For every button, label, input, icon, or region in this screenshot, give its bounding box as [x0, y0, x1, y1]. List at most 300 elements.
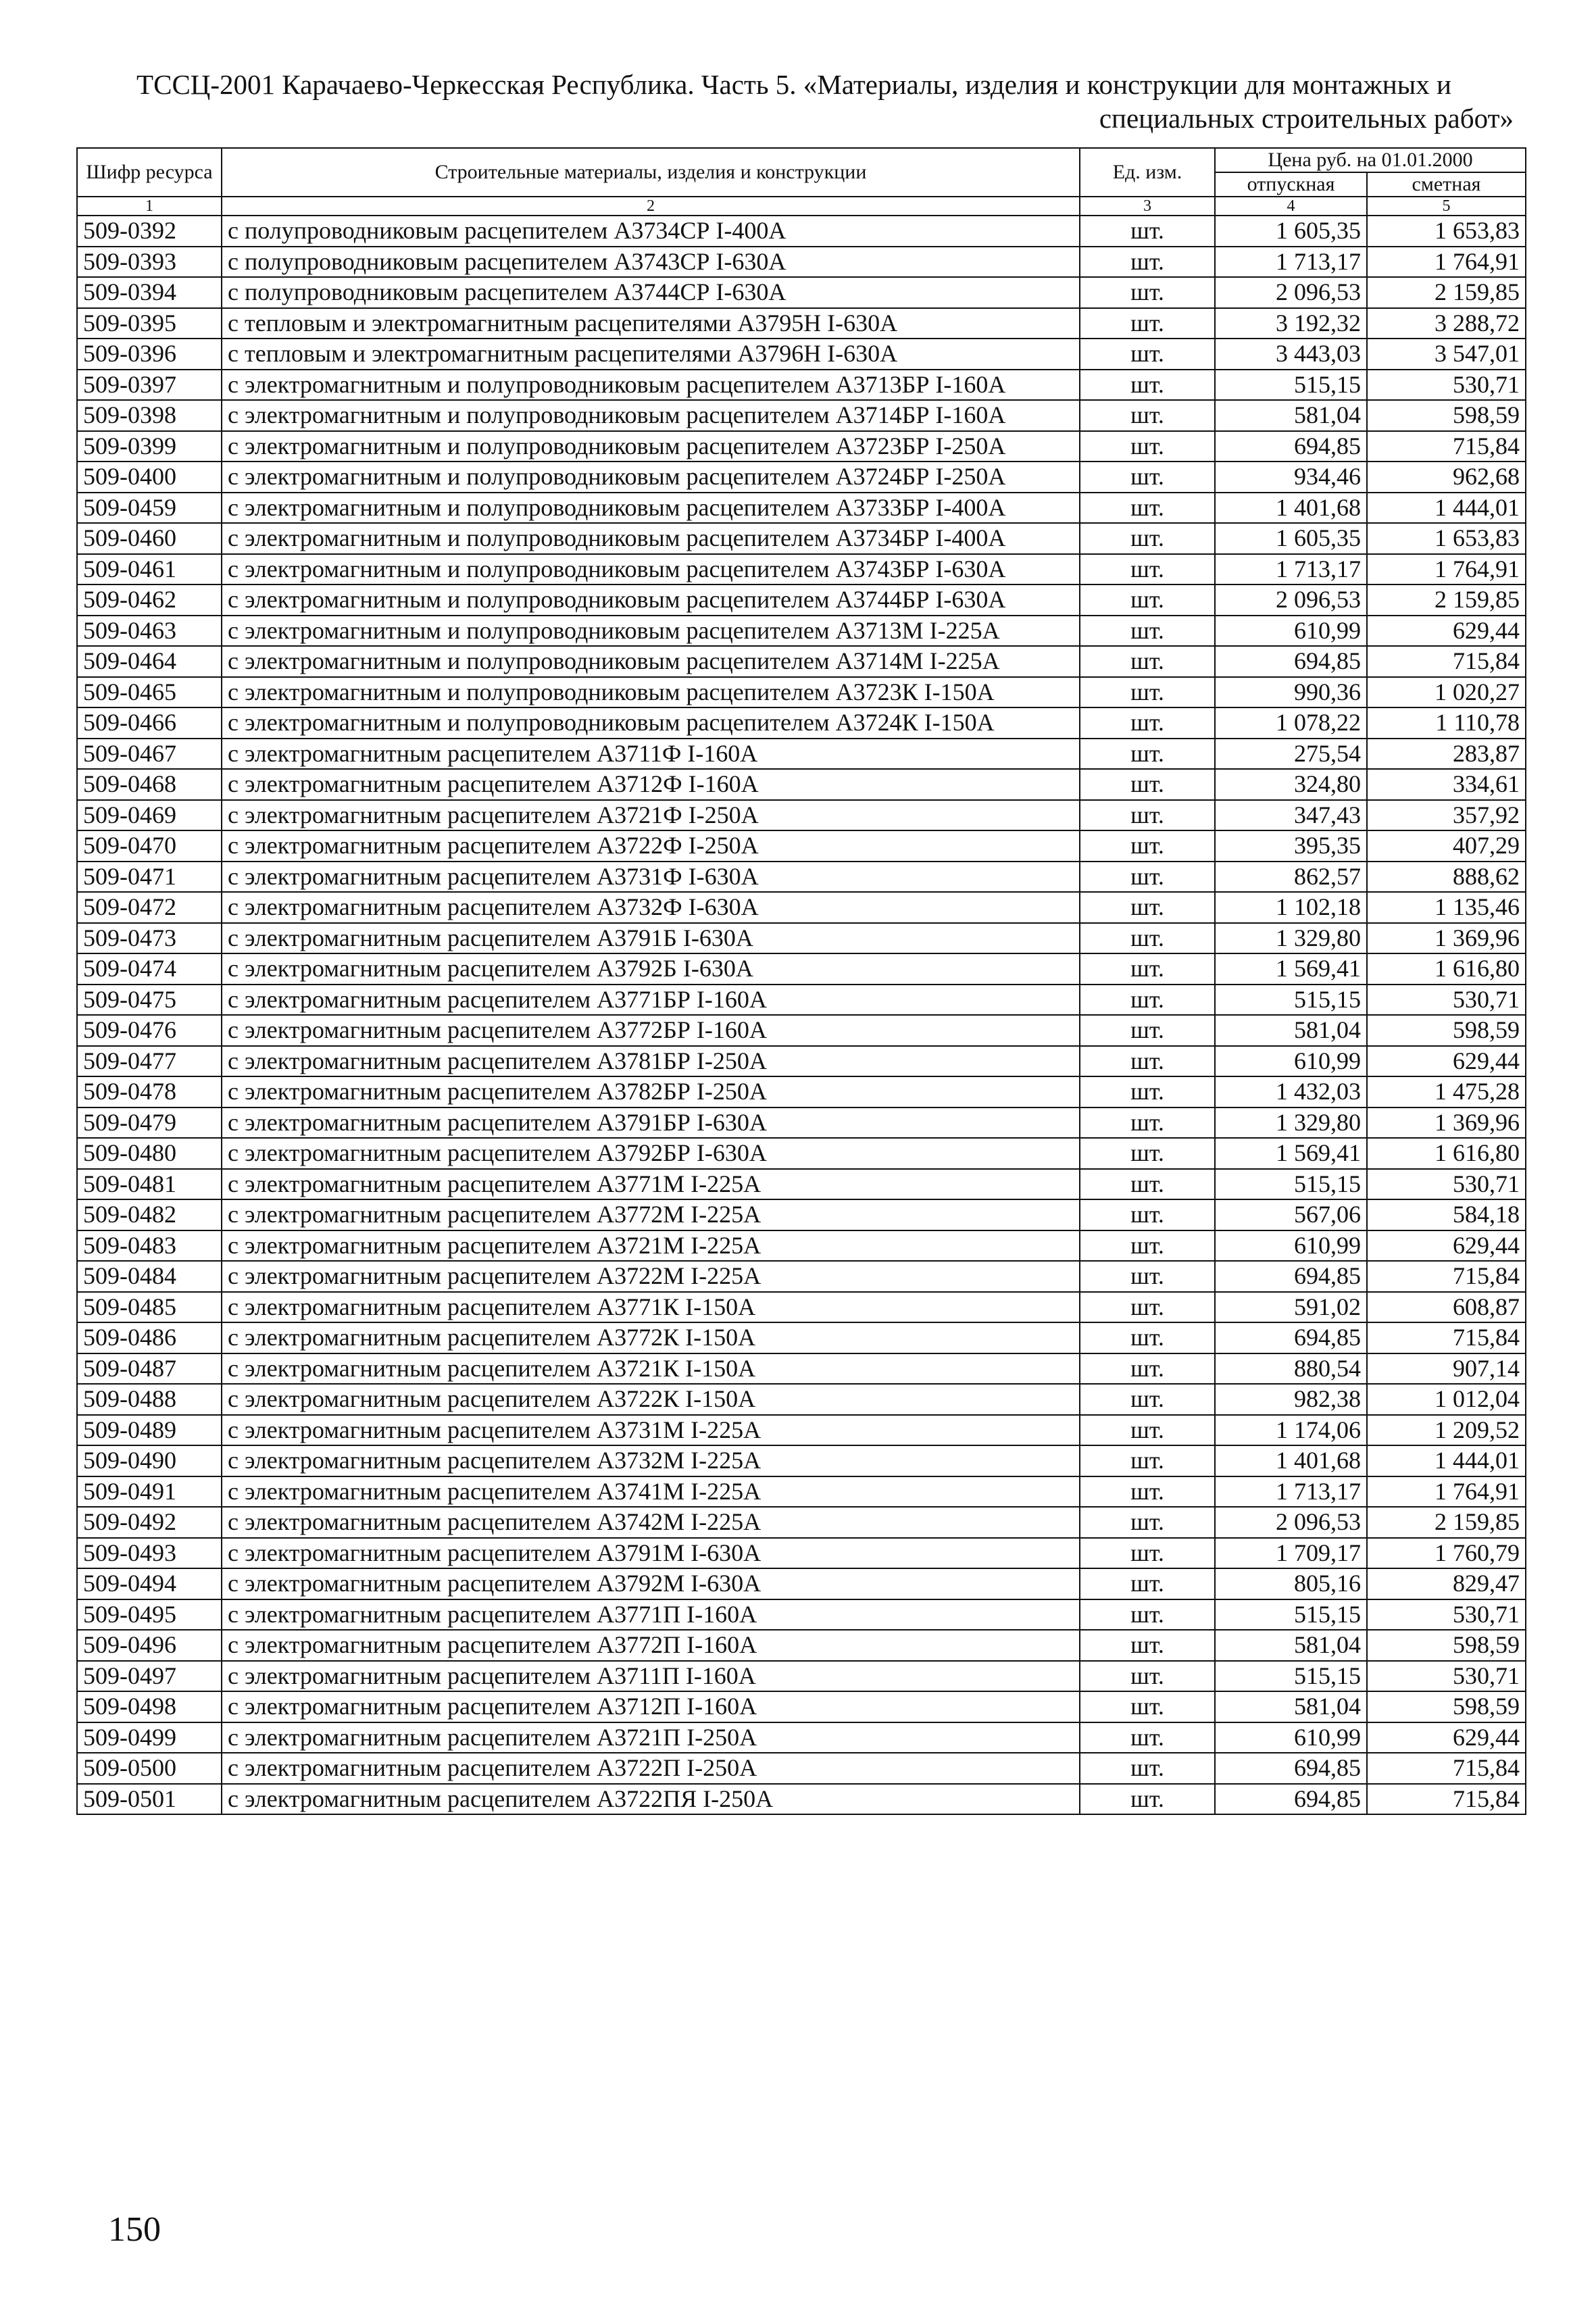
material-name-cell: с электромагнитным и полупроводниковым расцепителем А3724К I-150А — [222, 707, 1080, 739]
material-name-cell: с электромагнитным расцепителем А3771К I-150А — [222, 1292, 1080, 1323]
table-row — [77, 862, 1526, 893]
unit-cell: шт. — [1080, 1138, 1215, 1169]
estimate-price-cell: 1 369,96 — [1367, 1107, 1526, 1139]
material-name-cell: с электромагнитным расцепителем А3721П I-250А — [222, 1722, 1080, 1753]
unit-cell: шт. — [1080, 800, 1215, 831]
release-price-cell: 581,04 — [1215, 1015, 1367, 1046]
material-name-cell: с электромагнитным расцепителем А3732Ф I-630А — [222, 892, 1080, 923]
table-row — [77, 554, 1526, 585]
resource-code-cell: 509-0477 — [77, 1046, 222, 1077]
estimate-price-cell: 629,44 — [1367, 1722, 1526, 1753]
unit-cell: шт. — [1080, 1169, 1215, 1200]
material-name-cell: с электромагнитным расцепителем А3791М I-630А — [222, 1538, 1080, 1569]
resource-code-cell: 509-0464 — [77, 646, 222, 677]
table-row — [77, 431, 1526, 462]
table-row — [77, 216, 1526, 247]
material-name-cell: с электромагнитным и полупроводниковым расцепителем А3713М I-225А — [222, 616, 1080, 647]
release-price-cell: 1 713,17 — [1215, 1476, 1367, 1508]
release-price-cell: 1 605,35 — [1215, 523, 1367, 554]
estimate-price-cell: 407,29 — [1367, 830, 1526, 862]
release-price-cell: 694,85 — [1215, 1784, 1367, 1815]
estimate-price-cell: 1 616,80 — [1367, 953, 1526, 985]
unit-cell: шт. — [1080, 923, 1215, 954]
release-price-cell: 1 329,80 — [1215, 1107, 1367, 1139]
table-row — [77, 923, 1526, 954]
release-price-cell: 2 096,53 — [1215, 277, 1367, 308]
material-name-cell: с электромагнитным расцепителем А3772П I-160А — [222, 1630, 1080, 1661]
unit-cell: шт. — [1080, 1538, 1215, 1569]
material-name-cell: с электромагнитным расцепителем А3731Ф I-630А — [222, 862, 1080, 893]
resource-code-cell: 509-0393 — [77, 247, 222, 278]
resource-code-cell: 509-0392 — [77, 216, 222, 247]
unit-cell: шт. — [1080, 1015, 1215, 1046]
table-row — [77, 1015, 1526, 1046]
estimate-price-cell: 1 369,96 — [1367, 923, 1526, 954]
unit-cell: шт. — [1080, 646, 1215, 677]
resource-code-cell: 509-0484 — [77, 1261, 222, 1292]
unit-cell: шт. — [1080, 1599, 1215, 1631]
estimate-price-cell: 1 209,52 — [1367, 1415, 1526, 1446]
release-price-cell: 275,54 — [1215, 739, 1367, 770]
estimate-price-cell: 1 616,80 — [1367, 1138, 1526, 1169]
resource-code-cell: 509-0397 — [77, 370, 222, 401]
resource-code-cell: 509-0489 — [77, 1415, 222, 1446]
unit-cell: шт. — [1080, 584, 1215, 616]
unit-cell: шт. — [1080, 1230, 1215, 1262]
unit-cell: шт. — [1080, 739, 1215, 770]
resource-code-cell: 509-0462 — [77, 584, 222, 616]
table-row — [77, 830, 1526, 862]
resource-code-cell: 509-0474 — [77, 953, 222, 985]
material-name-cell: с электромагнитным расцепителем А3722Ф I-250А — [222, 830, 1080, 862]
unit-cell: шт. — [1080, 1384, 1215, 1415]
resource-code-cell: 509-0399 — [77, 431, 222, 462]
estimate-price-cell: 283,87 — [1367, 739, 1526, 770]
material-name-cell: с электромагнитным и полупроводниковым расцепителем А3744БР I-630А — [222, 584, 1080, 616]
resource-code-cell: 509-0466 — [77, 707, 222, 739]
column-number-row — [77, 197, 1526, 216]
material-name-cell: с электромагнитным и полупроводниковым расцепителем А3714М I-225А — [222, 646, 1080, 677]
table-row — [77, 247, 1526, 278]
estimate-price-cell: 1 764,91 — [1367, 1476, 1526, 1508]
material-name-cell: с электромагнитным расцепителем А3781БР I-250А — [222, 1046, 1080, 1077]
table-body — [77, 216, 1526, 1814]
table-row — [77, 1353, 1526, 1385]
estimate-price-cell: 829,47 — [1367, 1568, 1526, 1599]
resource-code-cell: 509-0494 — [77, 1568, 222, 1599]
page-header — [74, 68, 1514, 135]
estimate-price-cell: 608,87 — [1367, 1292, 1526, 1323]
unit-cell: шт. — [1080, 462, 1215, 493]
resource-code-cell: 509-0476 — [77, 1015, 222, 1046]
resource-code-cell: 509-0478 — [77, 1076, 222, 1107]
material-name-cell: с электромагнитным расцепителем А3721М I-225А — [222, 1230, 1080, 1262]
release-price-cell: 3 443,03 — [1215, 339, 1367, 370]
unit-cell: шт. — [1080, 1753, 1215, 1784]
table-row — [77, 339, 1526, 370]
table-row — [77, 462, 1526, 493]
unit-cell: шт. — [1080, 554, 1215, 585]
resource-code-cell: 509-0461 — [77, 554, 222, 585]
estimate-price-cell: 530,71 — [1367, 1599, 1526, 1631]
table-row — [77, 1722, 1526, 1753]
resource-code-cell: 509-0400 — [77, 462, 222, 493]
estimate-price-cell: 1 764,91 — [1367, 554, 1526, 585]
column-header-name: Строительные материалы, изделия и конструкции — [222, 148, 1080, 197]
table-row — [77, 584, 1526, 616]
resource-code-cell: 509-0497 — [77, 1661, 222, 1692]
release-price-cell: 2 096,53 — [1215, 1507, 1367, 1538]
material-name-cell: с электромагнитным расцепителем А3722М I-225А — [222, 1261, 1080, 1292]
table-row — [77, 370, 1526, 401]
estimate-price-cell: 1 653,83 — [1367, 523, 1526, 554]
estimate-price-cell: 2 159,85 — [1367, 277, 1526, 308]
unit-cell: шт. — [1080, 1415, 1215, 1446]
table-row — [77, 1691, 1526, 1722]
unit-cell: шт. — [1080, 493, 1215, 524]
resource-code-cell: 509-0480 — [77, 1138, 222, 1169]
table-row — [77, 616, 1526, 647]
unit-cell: шт. — [1080, 892, 1215, 923]
estimate-price-cell: 598,59 — [1367, 400, 1526, 431]
material-name-cell: с электромагнитным расцепителем А3772БР I-160А — [222, 1015, 1080, 1046]
release-price-cell: 1 432,03 — [1215, 1076, 1367, 1107]
estimate-price-cell: 1 764,91 — [1367, 247, 1526, 278]
release-price-cell: 581,04 — [1215, 1691, 1367, 1722]
table-row — [77, 800, 1526, 831]
table-row — [77, 1046, 1526, 1077]
material-name-cell: с электромагнитным и полупроводниковым расцепителем А3733БР I-400А — [222, 493, 1080, 524]
material-name-cell: с электромагнитным расцепителем А3712П I-160А — [222, 1691, 1080, 1722]
estimate-price-cell: 715,84 — [1367, 646, 1526, 677]
release-price-cell: 934,46 — [1215, 462, 1367, 493]
unit-cell: шт. — [1080, 339, 1215, 370]
estimate-price-cell: 715,84 — [1367, 431, 1526, 462]
material-name-cell: с электромагнитным расцепителем А3772М I-225А — [222, 1199, 1080, 1230]
release-price-cell: 1 078,22 — [1215, 707, 1367, 739]
table-row — [77, 985, 1526, 1016]
unit-cell: шт. — [1080, 1661, 1215, 1692]
resource-code-cell: 509-0479 — [77, 1107, 222, 1139]
estimate-price-cell: 1 110,78 — [1367, 707, 1526, 739]
estimate-price-cell: 530,71 — [1367, 1661, 1526, 1692]
table-row — [77, 1138, 1526, 1169]
material-name-cell: с электромагнитным расцепителем А3741М I-225А — [222, 1476, 1080, 1508]
unit-cell: шт. — [1080, 277, 1215, 308]
resource-code-cell: 509-0463 — [77, 616, 222, 647]
unit-cell: шт. — [1080, 1476, 1215, 1508]
estimate-price-cell: 629,44 — [1367, 1046, 1526, 1077]
material-name-cell: с электромагнитным расцепителем А3771М I-225А — [222, 1169, 1080, 1200]
column-number: 3 — [1080, 197, 1215, 216]
resource-code-cell: 509-0475 — [77, 985, 222, 1016]
table-row — [77, 1630, 1526, 1661]
resource-code-cell: 509-0460 — [77, 523, 222, 554]
unit-cell: шт. — [1080, 707, 1215, 739]
resource-code-cell: 509-0467 — [77, 739, 222, 770]
unit-cell: шт. — [1080, 1046, 1215, 1077]
unit-cell: шт. — [1080, 1691, 1215, 1722]
table-row — [77, 523, 1526, 554]
material-name-cell: с электромагнитным расцепителем А3722П I-250А — [222, 1753, 1080, 1784]
estimate-price-cell: 1 444,01 — [1367, 493, 1526, 524]
unit-cell: шт. — [1080, 953, 1215, 985]
estimate-price-cell: 1 760,79 — [1367, 1538, 1526, 1569]
release-price-cell: 1 329,80 — [1215, 923, 1367, 954]
estimate-price-cell: 3 547,01 — [1367, 339, 1526, 370]
release-price-cell: 694,85 — [1215, 1753, 1367, 1784]
resource-code-cell: 509-0499 — [77, 1722, 222, 1753]
unit-cell: шт. — [1080, 247, 1215, 278]
estimate-price-cell: 1 653,83 — [1367, 216, 1526, 247]
table-row — [77, 739, 1526, 770]
release-price-cell: 515,15 — [1215, 1599, 1367, 1631]
material-name-cell: с электромагнитным расцепителем А3711Ф I-160А — [222, 739, 1080, 770]
material-name-cell: с электромагнитным и полупроводниковым расцепителем А3743БР I-630А — [222, 554, 1080, 585]
resource-code-cell: 509-0394 — [77, 277, 222, 308]
material-name-cell: с электромагнитным расцепителем А3742М I-225А — [222, 1507, 1080, 1538]
estimate-price-cell: 715,84 — [1367, 1261, 1526, 1292]
table-row — [77, 646, 1526, 677]
unit-cell: шт. — [1080, 1199, 1215, 1230]
material-name-cell: с полупроводниковым расцепителем А3734СР I-400А — [222, 216, 1080, 247]
release-price-cell: 880,54 — [1215, 1353, 1367, 1385]
release-price-cell: 1 709,17 — [1215, 1538, 1367, 1569]
estimate-price-cell: 715,84 — [1367, 1322, 1526, 1353]
estimate-price-cell: 3 288,72 — [1367, 308, 1526, 339]
resource-code-cell: 509-0459 — [77, 493, 222, 524]
table-row — [77, 1230, 1526, 1262]
unit-cell: шт. — [1080, 1507, 1215, 1538]
estimate-price-cell: 530,71 — [1367, 1169, 1526, 1200]
estimate-price-cell: 1 444,01 — [1367, 1445, 1526, 1476]
unit-cell: шт. — [1080, 830, 1215, 862]
header-line-2: специальных строительных работ» — [1099, 103, 1514, 134]
release-price-cell: 1 713,17 — [1215, 554, 1367, 585]
column-header-price: Цена руб. на 01.01.2000 — [1215, 148, 1526, 172]
release-price-cell: 694,85 — [1215, 431, 1367, 462]
column-number: 2 — [222, 197, 1080, 216]
release-price-cell: 1 401,68 — [1215, 493, 1367, 524]
material-name-cell: с электромагнитным расцепителем А3782БР I-250А — [222, 1076, 1080, 1107]
table-row — [77, 1784, 1526, 1815]
unit-cell: шт. — [1080, 1322, 1215, 1353]
material-name-cell: с электромагнитным и полупроводниковым расцепителем А3713БР I-160А — [222, 370, 1080, 401]
release-price-cell: 694,85 — [1215, 1322, 1367, 1353]
table-row — [77, 1107, 1526, 1139]
release-price-cell: 1 605,35 — [1215, 216, 1367, 247]
resource-code-cell: 509-0468 — [77, 769, 222, 800]
release-price-cell: 982,38 — [1215, 1384, 1367, 1415]
release-price-cell: 694,85 — [1215, 646, 1367, 677]
material-name-cell: с электромагнитным и полупроводниковым расцепителем А3714БР I-160А — [222, 400, 1080, 431]
unit-cell: шт. — [1080, 400, 1215, 431]
resource-code-cell: 509-0485 — [77, 1292, 222, 1323]
table-row — [77, 953, 1526, 985]
material-name-cell: с электромагнитным расцепителем А3771БР I-160А — [222, 985, 1080, 1016]
resource-code-cell: 509-0500 — [77, 1753, 222, 1784]
unit-cell: шт. — [1080, 1722, 1215, 1753]
estimate-price-cell: 888,62 — [1367, 862, 1526, 893]
unit-cell: шт. — [1080, 523, 1215, 554]
release-price-cell: 1 401,68 — [1215, 1445, 1367, 1476]
material-name-cell: с электромагнитным расцепителем А3771П I-160А — [222, 1599, 1080, 1631]
resource-code-cell: 509-0482 — [77, 1199, 222, 1230]
resource-code-cell: 509-0498 — [77, 1691, 222, 1722]
release-price-cell: 3 192,32 — [1215, 308, 1367, 339]
table-row — [77, 677, 1526, 708]
resource-code-cell: 509-0395 — [77, 308, 222, 339]
unit-cell: шт. — [1080, 1107, 1215, 1139]
column-number: 5 — [1367, 197, 1526, 216]
resource-code-cell: 509-0465 — [77, 677, 222, 708]
table-header-row — [77, 148, 1526, 172]
release-price-cell: 1 174,06 — [1215, 1415, 1367, 1446]
table-row — [77, 493, 1526, 524]
unit-cell: шт. — [1080, 431, 1215, 462]
material-name-cell: с полупроводниковым расцепителем А3744СР I-630А — [222, 277, 1080, 308]
header-line-1: ТССЦ-2001 Карачаево-Черкесская Республика. Часть 5. «Материалы, изделия и конструкции для монтажных и — [136, 69, 1451, 100]
resource-code-cell: 509-0470 — [77, 830, 222, 862]
material-name-cell: с электромагнитным расцепителем А3721Ф I-250А — [222, 800, 1080, 831]
unit-cell: шт. — [1080, 616, 1215, 647]
unit-cell: шт. — [1080, 1076, 1215, 1107]
column-header-estimate-price: сметная — [1367, 172, 1526, 197]
unit-cell: шт. — [1080, 370, 1215, 401]
resource-code-cell: 509-0473 — [77, 923, 222, 954]
estimate-price-cell: 629,44 — [1367, 616, 1526, 647]
unit-cell: шт. — [1080, 677, 1215, 708]
material-name-cell: с электромагнитным расцепителем А3792М I-630А — [222, 1568, 1080, 1599]
estimate-price-cell: 598,59 — [1367, 1015, 1526, 1046]
column-number: 4 — [1215, 197, 1367, 216]
resource-code-cell: 509-0501 — [77, 1784, 222, 1815]
resource-code-cell: 509-0471 — [77, 862, 222, 893]
table-row — [77, 400, 1526, 431]
estimate-price-cell: 1 012,04 — [1367, 1384, 1526, 1415]
unit-cell: шт. — [1080, 862, 1215, 893]
table-row — [77, 1476, 1526, 1508]
table-row — [77, 707, 1526, 739]
unit-cell: шт. — [1080, 1784, 1215, 1815]
unit-cell: шт. — [1080, 985, 1215, 1016]
estimate-price-cell: 598,59 — [1367, 1691, 1526, 1722]
release-price-cell: 862,57 — [1215, 862, 1367, 893]
table-row — [77, 1292, 1526, 1323]
material-name-cell: с электромагнитным расцепителем А3791БР I-630А — [222, 1107, 1080, 1139]
material-name-cell: с тепловым и электромагнитным расцепителями А3796Н I-630А — [222, 339, 1080, 370]
table-row — [77, 769, 1526, 800]
unit-cell: шт. — [1080, 216, 1215, 247]
material-name-cell: с электромагнитным расцепителем А3772К I-150А — [222, 1322, 1080, 1353]
estimate-price-cell: 1 475,28 — [1367, 1076, 1526, 1107]
table-row — [77, 1199, 1526, 1230]
table-row — [77, 1384, 1526, 1415]
release-price-cell: 610,99 — [1215, 1722, 1367, 1753]
release-price-cell: 805,16 — [1215, 1568, 1367, 1599]
material-name-cell: с полупроводниковым расцепителем А3743СР I-630А — [222, 247, 1080, 278]
resource-code-cell: 509-0491 — [77, 1476, 222, 1508]
table-row — [77, 1538, 1526, 1569]
release-price-cell: 1 569,41 — [1215, 953, 1367, 985]
material-name-cell: с электромагнитным расцепителем А3792БР I-630А — [222, 1138, 1080, 1169]
release-price-cell: 610,99 — [1215, 616, 1367, 647]
release-price-cell: 1 102,18 — [1215, 892, 1367, 923]
estimate-price-cell: 598,59 — [1367, 1630, 1526, 1661]
table-row — [77, 1445, 1526, 1476]
price-table — [76, 147, 1526, 1815]
unit-cell: шт. — [1080, 1353, 1215, 1385]
material-name-cell: с электромагнитным расцепителем А3721К I-150А — [222, 1353, 1080, 1385]
resource-code-cell: 509-0483 — [77, 1230, 222, 1262]
release-price-cell: 567,06 — [1215, 1199, 1367, 1230]
release-price-cell: 591,02 — [1215, 1292, 1367, 1323]
table-row — [77, 1661, 1526, 1692]
unit-cell: шт. — [1080, 308, 1215, 339]
material-name-cell: с электромагнитным и полупроводниковым расцепителем А3723БР I-250А — [222, 431, 1080, 462]
table-row — [77, 1322, 1526, 1353]
release-price-cell: 515,15 — [1215, 985, 1367, 1016]
unit-cell: шт. — [1080, 1292, 1215, 1323]
resource-code-cell: 509-0472 — [77, 892, 222, 923]
release-price-cell: 610,99 — [1215, 1046, 1367, 1077]
estimate-price-cell: 715,84 — [1367, 1753, 1526, 1784]
material-name-cell: с электромагнитным расцепителем А3722К I-150А — [222, 1384, 1080, 1415]
release-price-cell: 1 713,17 — [1215, 247, 1367, 278]
unit-cell: шт. — [1080, 1261, 1215, 1292]
estimate-price-cell: 357,92 — [1367, 800, 1526, 831]
release-price-cell: 990,36 — [1215, 677, 1367, 708]
unit-cell: шт. — [1080, 1630, 1215, 1661]
material-name-cell: с тепловым и электромагнитным расцепителями А3795Н I-630А — [222, 308, 1080, 339]
estimate-price-cell: 962,68 — [1367, 462, 1526, 493]
column-header-unit: Ед. изм. — [1080, 148, 1215, 197]
unit-cell: шт. — [1080, 1445, 1215, 1476]
material-name-cell: с электромагнитным расцепителем А3792Б I-630А — [222, 953, 1080, 985]
material-name-cell: с электромагнитным и полупроводниковым расцепителем А3724БР I-250А — [222, 462, 1080, 493]
estimate-price-cell: 1 135,46 — [1367, 892, 1526, 923]
table-row — [77, 1076, 1526, 1107]
estimate-price-cell: 1 020,27 — [1367, 677, 1526, 708]
material-name-cell: с электромагнитным расцепителем А3791Б I-630А — [222, 923, 1080, 954]
estimate-price-cell: 629,44 — [1367, 1230, 1526, 1262]
resource-code-cell: 509-0495 — [77, 1599, 222, 1631]
table-row — [77, 308, 1526, 339]
estimate-price-cell: 715,84 — [1367, 1784, 1526, 1815]
material-name-cell: с электромагнитным и полупроводниковым расцепителем А3723К I-150А — [222, 677, 1080, 708]
release-price-cell: 515,15 — [1215, 1661, 1367, 1692]
table-row — [77, 1753, 1526, 1784]
table-row — [77, 1599, 1526, 1631]
release-price-cell: 1 569,41 — [1215, 1138, 1367, 1169]
release-price-cell: 694,85 — [1215, 1261, 1367, 1292]
resource-code-cell: 509-0493 — [77, 1538, 222, 1569]
release-price-cell: 395,35 — [1215, 830, 1367, 862]
release-price-cell: 2 096,53 — [1215, 584, 1367, 616]
release-price-cell: 581,04 — [1215, 1630, 1367, 1661]
estimate-price-cell: 584,18 — [1367, 1199, 1526, 1230]
resource-code-cell: 509-0396 — [77, 339, 222, 370]
resource-code-cell: 509-0492 — [77, 1507, 222, 1538]
estimate-price-cell: 530,71 — [1367, 985, 1526, 1016]
release-price-cell: 347,43 — [1215, 800, 1367, 831]
estimate-price-cell: 907,14 — [1367, 1353, 1526, 1385]
column-header-release-price: отпускная — [1215, 172, 1367, 197]
estimate-price-cell: 334,61 — [1367, 769, 1526, 800]
resource-code-cell: 509-0398 — [77, 400, 222, 431]
material-name-cell: с электромагнитным и полупроводниковым расцепителем А3734БР I-400А — [222, 523, 1080, 554]
table-row — [77, 1261, 1526, 1292]
